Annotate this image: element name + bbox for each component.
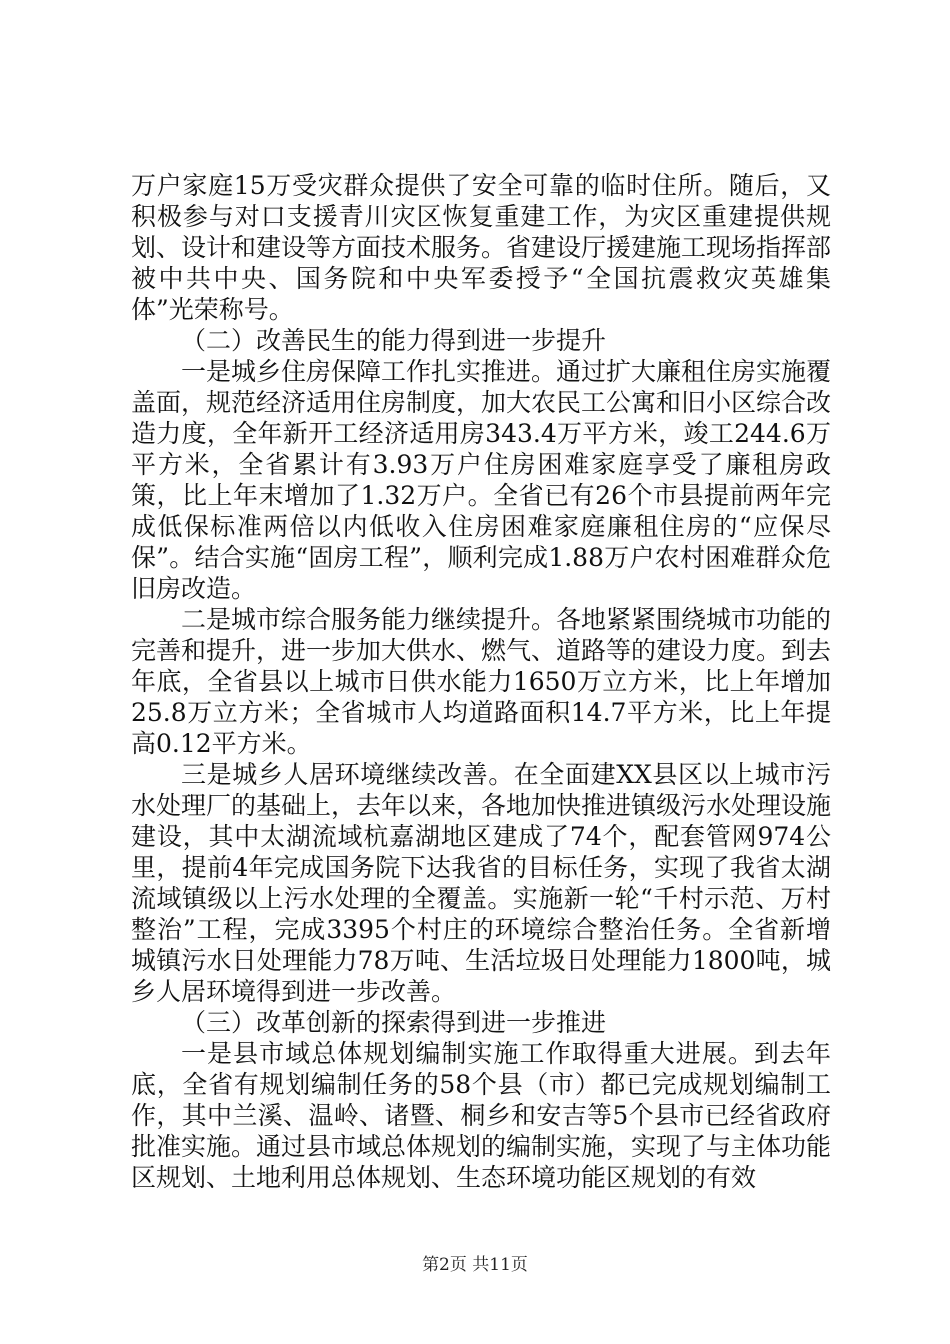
paragraph-housing: 一是城乡住房保障工作扎实推进。通过扩大廉租住房实施覆盖面，规范经济适用住房制度，加大农民工公寓和旧小区综合改造力度，全年新开工经济适用房343.4万平方米，竣工244.6万平方米，全省累计有3.93万户住房困难家庭享受了廉租房政策，比上年末增加了1.32万户。全省已有26个市县提前两年完成低保标准两倍以内低收入住房困难家庭廉租住房的“应保尽保”。结合实施“固房工程”，顺利完成1.88万户农村困难群众危旧房改造。 bbox=[131, 357, 832, 603]
page-footer bbox=[0, 1250, 950, 1275]
document-body bbox=[131, 170, 831, 1193]
page-number: 第2页 共11页 bbox=[422, 1255, 528, 1275]
section-heading-3: （三）改革创新的探索得到进一步推进 bbox=[181, 1008, 607, 1037]
paragraph-planning: 一是县市域总体规划编制实施工作取得重大进展。到去年底，全省有规划编制任务的58个县（市）都已完成规划编制工作，其中兰溪、温岭、诸暨、桐乡和安吉等5个县市已经省政府批准实施。通过县市域总体规划的编制实施，实现了与主体功能区规划、土地利用总体规划、生态环境功能区规划的有效 bbox=[131, 1039, 832, 1192]
paragraph-continuation: 万户家庭15万受灾群众提供了安全可靠的临时住所。随后，又积极参与对口支援青川灾区恢复重建工作，为灾区重建提供规划、设计和建设等方面技术服务。省建设厅援建施工现场指挥部被中共中央、国务院和中央军委授予“全国抗震救灾英雄集体”光荣称号。 bbox=[131, 171, 832, 324]
paragraph-environment: 三是城乡人居环境继续改善。在全面建XX县区以上城市污水处理厂的基础上，去年以来，各地加快推进镇级污水处理设施建设，其中太湖流域杭嘉湖地区建成了74个，配套管网974公里，提前4年完成国务院下达我省的目标任务，实现了我省太湖流域镇级以上污水处理的全覆盖。实施新一轮“千村示范、万村整治”工程，完成3395个村庄的环境综合整治任务。全省新增城镇污水日处理能力78万吨、生活垃圾日处理能力1800吨，城乡人居环境得到进一步改善。 bbox=[131, 760, 832, 1006]
section-heading-2: （二）改善民生的能力得到进一步提升 bbox=[181, 326, 607, 355]
paragraph-city-services: 二是城市综合服务能力继续提升。各地紧紧围绕城市功能的完善和提升，进一步加大供水、燃气、道路等的建设力度。到去年底，全省县以上城市日供水能力1650万立方米，比上年增加25.8万立方米；全省城市人均道路面积14.7平方米，比上年提高0.12平方米。 bbox=[131, 605, 832, 758]
